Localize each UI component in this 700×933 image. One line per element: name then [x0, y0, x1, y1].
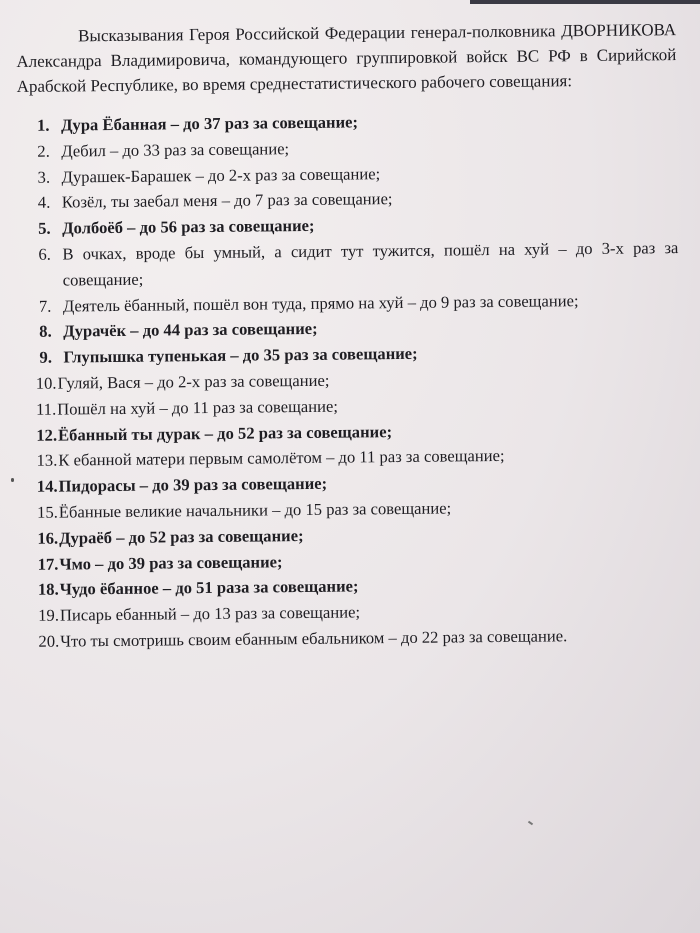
paper-speck [11, 478, 14, 482]
item-text: Козёл, ты заебал меня – до 7 раз за совещание; [61, 189, 393, 212]
list-item [22, 622, 682, 655]
item-text: Пидорасы – до 39 раз за совещание; [58, 473, 328, 496]
item-number: 20. [38, 631, 60, 651]
item-text: Что ты смотришь своим ебанным ебальником – до 22 раз за совещание. [60, 626, 568, 651]
document-header: Высказывания Героя Российской Федерации генерал-полковника ДВОРНИКОВА Александра Владимировича, командующего группировкой войск ВС РФ в Сирийской Арабской Республике, во время среднестатистического рабочего совещания: [16, 20, 677, 96]
item-number: 4. [37, 193, 51, 213]
item-text: Дурачёк – до 44 раз за совещание; [63, 319, 318, 341]
item-text: Ёбанный ты дурак – до 52 раз за совещание; [57, 421, 393, 445]
quotes-list [17, 106, 683, 655]
document-body [16, 17, 683, 655]
item-text: Дурашек-Барашек – до 2-х раз за совещание; [61, 163, 381, 187]
item-number: 12. [36, 425, 58, 445]
item-text: Глупышка тупенькая – до 35 раз за совещание; [63, 343, 418, 367]
item-number: 3. [37, 167, 51, 187]
item-text: Писарь ебанный – до 13 раз за совещание; [59, 602, 361, 625]
item-text: Дура Ёбанная – до 37 раз за совещание; [60, 112, 359, 135]
background-strip [470, 0, 700, 4]
item-text: Чмо – до 39 раз за совещание; [59, 551, 283, 574]
paper-mark [528, 821, 533, 826]
item-number: 18. [37, 579, 59, 600]
item-text: В очках, вроде бы умный, а сидит тут тужится, пошёл на хуй – до 3-х раз за совещание; [62, 238, 679, 290]
item-text: Дураёб – до 52 раз за совещание; [59, 525, 304, 548]
item-number: 2. [37, 141, 50, 161]
item-text: Дебил – до 33 раз за совещание; [61, 138, 290, 161]
list-item [18, 235, 679, 294]
item-text: К ебанной матери первым самолётом – до 11 раз за совещание; [58, 446, 505, 470]
item-number: 17. [37, 554, 59, 574]
item-number: 9. [39, 347, 53, 367]
item-number: 19. [38, 605, 60, 625]
item-number: 5. [38, 218, 51, 238]
item-text: Пошёл на хуй – до 11 раз за совещание; [57, 396, 339, 419]
item-number: 6. [38, 244, 51, 264]
item-number: 14. [36, 476, 58, 496]
item-number: 1. [36, 115, 50, 135]
item-number: 15. [37, 502, 58, 522]
item-number: 13. [36, 450, 58, 471]
item-number: 10. [35, 373, 57, 393]
item-text: Гуляй, Вася – до 2-х раз за совещание; [57, 370, 330, 393]
item-number: 8. [39, 322, 52, 342]
item-text: Деятель ёбанный, пошёл вон туда, прямо на хуй – до 9 раз за совещание; [62, 290, 579, 316]
item-text: Долбоёб – до 56 раз за совещание; [62, 216, 315, 238]
item-text: Ёбанные великие начальники – до 15 раз за совещание; [58, 498, 452, 522]
item-text: Чудо ёбанное – до 51 раза за совещание; [59, 576, 359, 599]
item-number: 11. [35, 399, 57, 419]
item-number: 16. [37, 528, 59, 548]
item-number: 7. [38, 296, 52, 316]
